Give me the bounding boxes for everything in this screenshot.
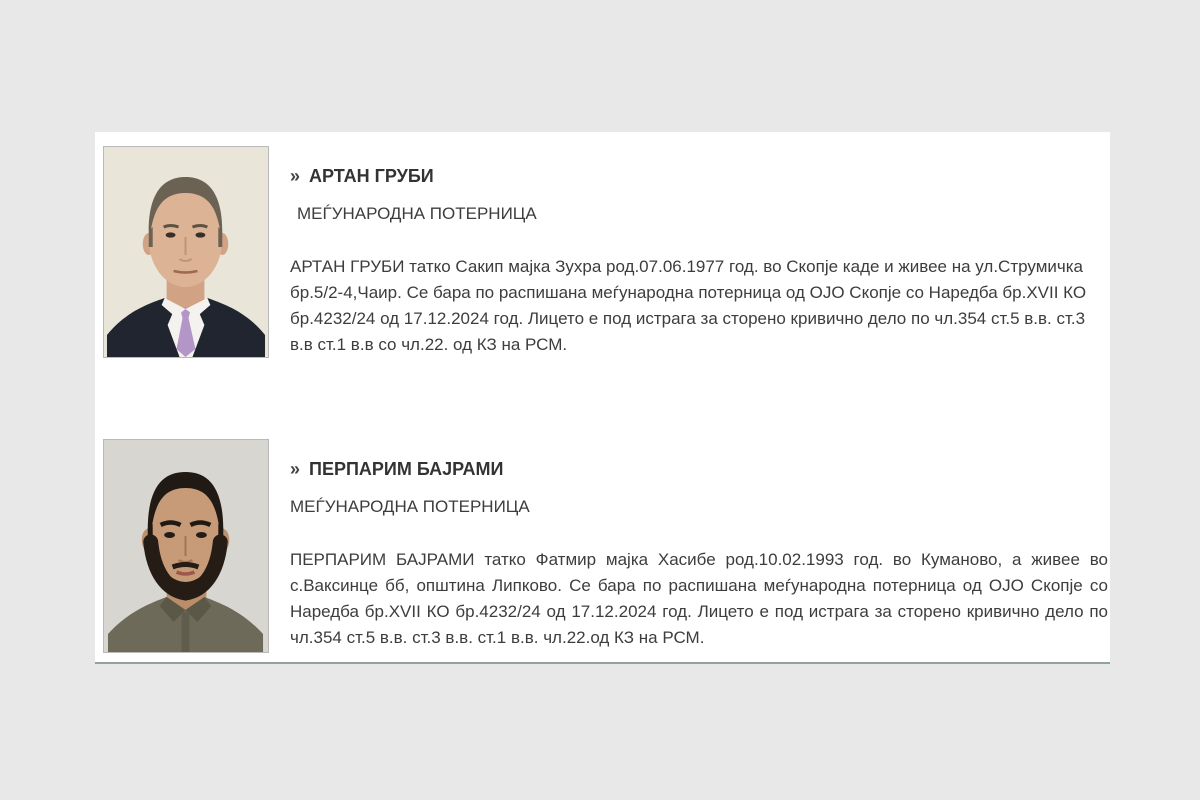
portrait-perparim-bajrami-illustration <box>104 440 268 652</box>
warrant-description: АРТАН ГРУБИ татко Сакип мајка Зухра род.07.06.1977 год. во Скопје каде и живее на ул.Струмичка бр.5/2-4,Чаир. Се бара по распишана меѓународна потерница од ОЈО Скопје со Наредба бр.XVII КО бр.4232/24 од 17.12.2024 год. Лицето е под истрага за сторено кривично дело по чл.354 ст.5 в.в. ст.3 в.в ст.1 в.в со чл.22. од КЗ на РСМ. <box>290 257 1087 354</box>
wanted-entry <box>103 439 1108 653</box>
double-chevron-icon: » <box>290 166 301 186</box>
mugshot-photo <box>103 439 269 653</box>
mugshot-photo <box>103 146 269 358</box>
wanted-entry <box>103 146 1108 358</box>
entry-text-block <box>290 439 1108 651</box>
person-name-label: АРТАН ГРУБИ <box>309 166 434 186</box>
double-chevron-icon: » <box>290 459 301 479</box>
wanted-person-name[interactable] <box>290 459 1108 480</box>
portrait-artan-grubi-illustration <box>104 147 268 357</box>
content-card <box>95 132 1110 664</box>
entry-text-block <box>290 146 1108 358</box>
wanted-person-name[interactable] <box>290 166 1108 187</box>
person-name-label: ПЕРПАРИМ БАЈРАМИ <box>309 459 504 479</box>
warrant-type-label: МЕЃУНАРОДНА ПОТЕРНИЦА <box>290 497 530 516</box>
warrant-description: ПЕРПАРИМ БАЈРАМИ татко Фатмир мајка Хасибе род.10.02.1993 год. во Куманово, а живее во с.Ваксинце бб, општина Липково. Се бара по распишана меѓународна потерница од ОЈО Скопје со Наредба бр.XVII КО бр.4232/24 од 17.12.2024 год. Лицето е под истрага за сторено кривично дело по чл.354 ст.5 в.в. ст.3 в.в. ст.1 в.в. чл.22.од КЗ на РСМ. <box>290 550 1108 647</box>
warrant-type-label: МЕЃУНАРОДНА ПОТЕРНИЦА <box>297 204 537 223</box>
